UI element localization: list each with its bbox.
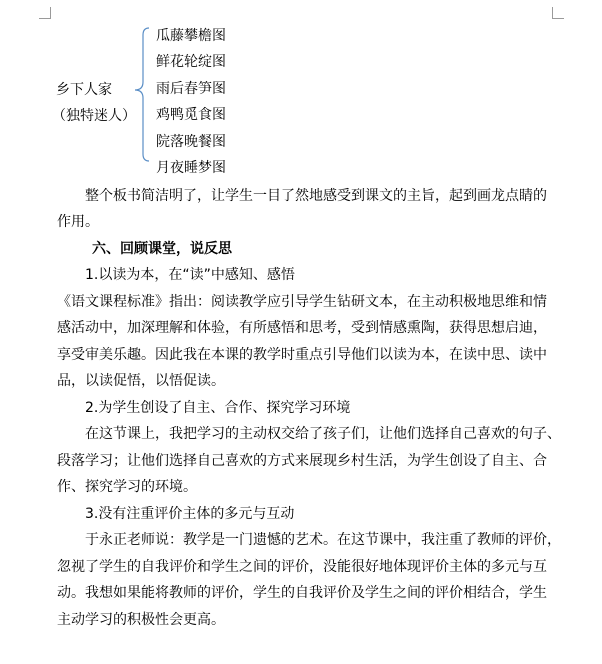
board-item: 鸡鸭觅食图 — [156, 107, 226, 123]
text-line: 在这节课上，我把学习的主动权交给了孩子们，让他们选择自己喜欢的句子、 — [85, 426, 561, 442]
page-corner-mark — [39, 7, 51, 19]
text-line: 整个板书简洁明了，让学生一目了然地感受到课文的主旨，起到画龙点睛的 — [85, 188, 547, 204]
text-line: 主动学习的积极性会更高。 — [57, 612, 225, 628]
text-line: 段落学习；让他们选择自己喜欢的方式来展现乡村生活，为学生创设了自主、合 — [57, 453, 547, 469]
board-item: 院落晚餐图 — [156, 134, 226, 150]
text-line: 作用。 — [57, 214, 99, 230]
board-subtitle: （独特迷人） — [52, 108, 136, 124]
subheading: 2.为学生创设了自主、合作、探究学习环境 — [85, 400, 351, 416]
subheading: 1.以读为本，在“读”中感知、感悟 — [85, 267, 295, 283]
text-line: 作、探究学习的环境。 — [57, 479, 197, 495]
text-line: 品，以读促悟，以悟促读。 — [57, 373, 225, 389]
board-item: 月夜睡梦图 — [156, 160, 226, 176]
page-corner-mark — [552, 7, 564, 19]
section-heading: 六、回顾课堂，说反思 — [92, 241, 232, 257]
brace-bracket — [130, 26, 154, 166]
board-item: 瓜藤攀檐图 — [156, 28, 226, 44]
board-item: 鲜花轮绽图 — [156, 54, 226, 70]
text-line: 动。我想如果能将教师的评价，学生的自我评价及学生之间的评价相结合，学生 — [57, 585, 547, 601]
text-line: 享受审美乐趣。因此我在本课的教学时重点引导他们以读为本，在读中思、读中 — [57, 347, 547, 363]
text-line: 于永正老师说：教学是一门遗憾的艺术。在这节课中，我注重了教师的评价， — [85, 532, 561, 548]
text-line: 《语文课程标准》指出：阅读教学应引导学生钻研文本，在主动积极地思维和情 — [57, 294, 547, 310]
text-line: 感活动中，加深理解和体验，有所感悟和思考，受到情感熏陶，获得思想启迪， — [57, 320, 547, 336]
subheading: 3.没有注重评价主体的多元与互动 — [85, 506, 295, 522]
text-line: 忽视了学生的自我评价和学生之间的评价，没能很好地体现评价主体的多元与互 — [57, 559, 547, 575]
board-title: 乡下人家 — [56, 82, 112, 98]
board-item: 雨后春笋图 — [156, 81, 226, 97]
